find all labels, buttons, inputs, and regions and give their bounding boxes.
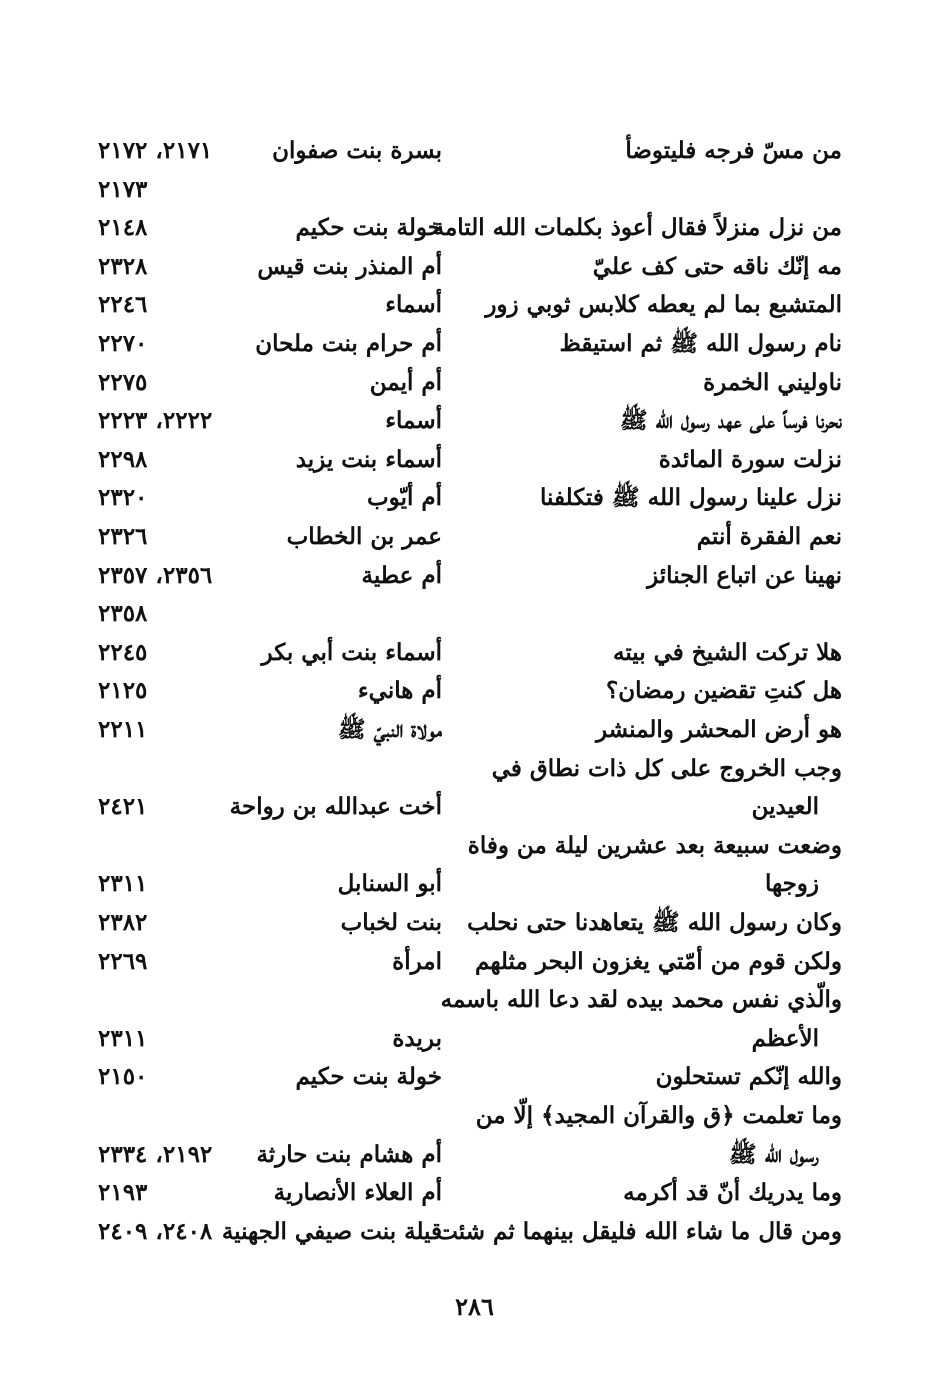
hadith-numbers: ٢٢٤٦ <box>98 291 148 319</box>
narrator-name: بنت لخباب <box>340 909 442 936</box>
hadith-numbers: ٢٢١١ <box>98 716 148 743</box>
narrator-name: أسماء <box>385 291 442 319</box>
narrator-name: أم هشام بنت حارثة <box>256 1140 442 1168</box>
narrator-name: أم أيّوب <box>367 484 442 512</box>
hadith-text: رسول الله ﷺ <box>728 1140 819 1168</box>
hadith-numbers: ٢٢٧٠ <box>98 330 148 357</box>
hadith-numbers: ٢٢٩٨ <box>98 445 148 473</box>
page-number: ٢٨٦ <box>455 1292 494 1321</box>
narrator-name: أسماء بنت يزيد <box>295 445 442 473</box>
hadith-numbers: ٢٣٢٠ <box>98 484 148 512</box>
hadith-text: والله إنّكم تستحلون <box>655 1063 842 1091</box>
hadith-text: نحرنا فرساً على عهد رسول الله ﷺ <box>619 407 842 435</box>
hadith-numbers: ٢١٧١، ٢١٧٢ <box>98 137 213 164</box>
hadith-text: من مسّ فرجه فليتوضأ <box>625 137 842 164</box>
narrator-name: أم أيمن <box>369 368 442 396</box>
hadith-text: المتشبع بما لم يعطه كلابس ثوبي زور <box>485 291 842 319</box>
narrator-name: أم حرام بنت ملحان <box>255 330 442 357</box>
narrator-name: أسماء بنت أبي بكر <box>261 638 442 666</box>
hadith-text: وكان رسول الله ﷺ يتعاهدنا حتى نحلب <box>467 909 842 936</box>
hadith-text: نام رسول الله ﷺ ثم استيقظ <box>559 330 842 357</box>
hadith-text: نهينا عن اتباع الجنائز <box>647 561 842 589</box>
narrator-name: أسماء <box>385 407 442 435</box>
hadith-text: هو أرض المحشر والمنشر <box>595 716 842 743</box>
hadith-text: نزلت سورة المائدة <box>658 445 842 473</box>
narrator-name: امرأة <box>392 947 442 975</box>
narrator-name: أم عطية <box>361 561 442 589</box>
hadith-numbers: ٢٣٢٨ <box>98 252 148 280</box>
hadith-numbers: ٢٤٠٨، ٢٤٠٩ <box>98 1217 213 1245</box>
hadith-text: وما تعلمت ﴿ق والقرآن المجيد﴾ إلّا من <box>475 1102 842 1129</box>
hadith-text: وما يدريك أنّ قد أكرمه <box>623 1179 842 1207</box>
hadith-text: نزل علينا رسول الله ﷺ فتكلفنا <box>540 484 842 512</box>
hadith-numbers: ٢٤٢١ <box>98 793 148 821</box>
narrator-name: أم العلاء الأنصارية <box>273 1179 442 1207</box>
narrator-name: أم المنذر بنت قيس <box>257 252 442 280</box>
hadith-numbers: ٢١٧٣ <box>98 175 148 203</box>
hadith-text: وضعت سبيعة بعد عشرين ليلة من وفاة <box>467 831 842 859</box>
narrator-name: بريدة <box>392 1024 442 1052</box>
hadith-text: ومن قال ما شاء الله فليقل بينهما ثم شئت <box>436 1217 842 1245</box>
hadith-numbers: ٢١٤٨ <box>98 214 148 242</box>
hadith-text: نعم الفقرة أنتم <box>696 523 842 550</box>
narrator-name: أخت عبدالله بن رواحة <box>229 793 442 821</box>
hadith-numbers: ٢١٩٢، ٢٣٣٤ <box>98 1140 213 1168</box>
narrator-name: عمر بن الخطاب <box>286 523 442 550</box>
hadith-numbers: ٢٣٥٨ <box>98 600 148 628</box>
hadith-text: الأعظم <box>751 1024 819 1052</box>
hadith-text: هل كنتِ تقضين رمضان؟ <box>606 677 842 705</box>
hadith-numbers: ٢١٩٣ <box>98 1179 148 1207</box>
hadith-numbers: ٢٣٨٢ <box>98 909 148 936</box>
narrator-name: بسرة بنت صفوان <box>272 137 442 164</box>
hadith-numbers: ٢٣١١ <box>98 870 148 898</box>
hadith-text: ولكن قوم من أمّتي يغزون البحر مثلهم <box>475 947 842 975</box>
hadith-text: مه إنّك ناقه حتى كف عليّ <box>592 252 842 280</box>
hadith-numbers: ٢٢٢٢، ٢٢٢٣ <box>98 407 213 435</box>
narrator-name: قيلة بنت صيفي الجهنية <box>221 1217 442 1245</box>
hadith-numbers: ٢٣٢٦ <box>98 523 148 550</box>
hadith-text: هلا تركت الشيخ في بيته <box>613 638 842 666</box>
hadith-numbers: ٢٣١١ <box>98 1024 148 1052</box>
hadith-text: العيدين <box>751 793 819 821</box>
hadith-text: ناوليني الخمرة <box>703 368 842 396</box>
hadith-text: زوجها <box>764 870 819 898</box>
narrator-name: خولة بنت حكيم <box>295 214 442 242</box>
hadith-numbers: ٢٢٧٥ <box>98 368 148 396</box>
narrator-name: خولة بنت حكيم <box>295 1063 442 1091</box>
hadith-text: وجب الخروج على كل ذات نطاق في <box>491 754 842 782</box>
hadith-text: والّذي نفس محمد بيده لقد دعا الله باسمه <box>440 986 842 1014</box>
hadith-text: من نزل منزلاً فقال أعوذ بكلمات الله التامة <box>432 214 842 242</box>
narrator-name: أم هانيء <box>357 677 442 705</box>
narrator-name: مولاة النبيّ ﷺ <box>337 716 442 743</box>
hadith-numbers: ٢٢٤٥ <box>98 638 148 666</box>
hadith-numbers: ٢٢٦٩ <box>98 947 148 975</box>
hadith-numbers: ٢٣٥٦، ٢٣٥٧ <box>98 561 213 589</box>
hadith-numbers: ٢١٢٥ <box>98 677 148 705</box>
hadith-numbers: ٢١٥٠ <box>98 1063 148 1091</box>
narrator-name: أبو السنابل <box>337 870 442 898</box>
